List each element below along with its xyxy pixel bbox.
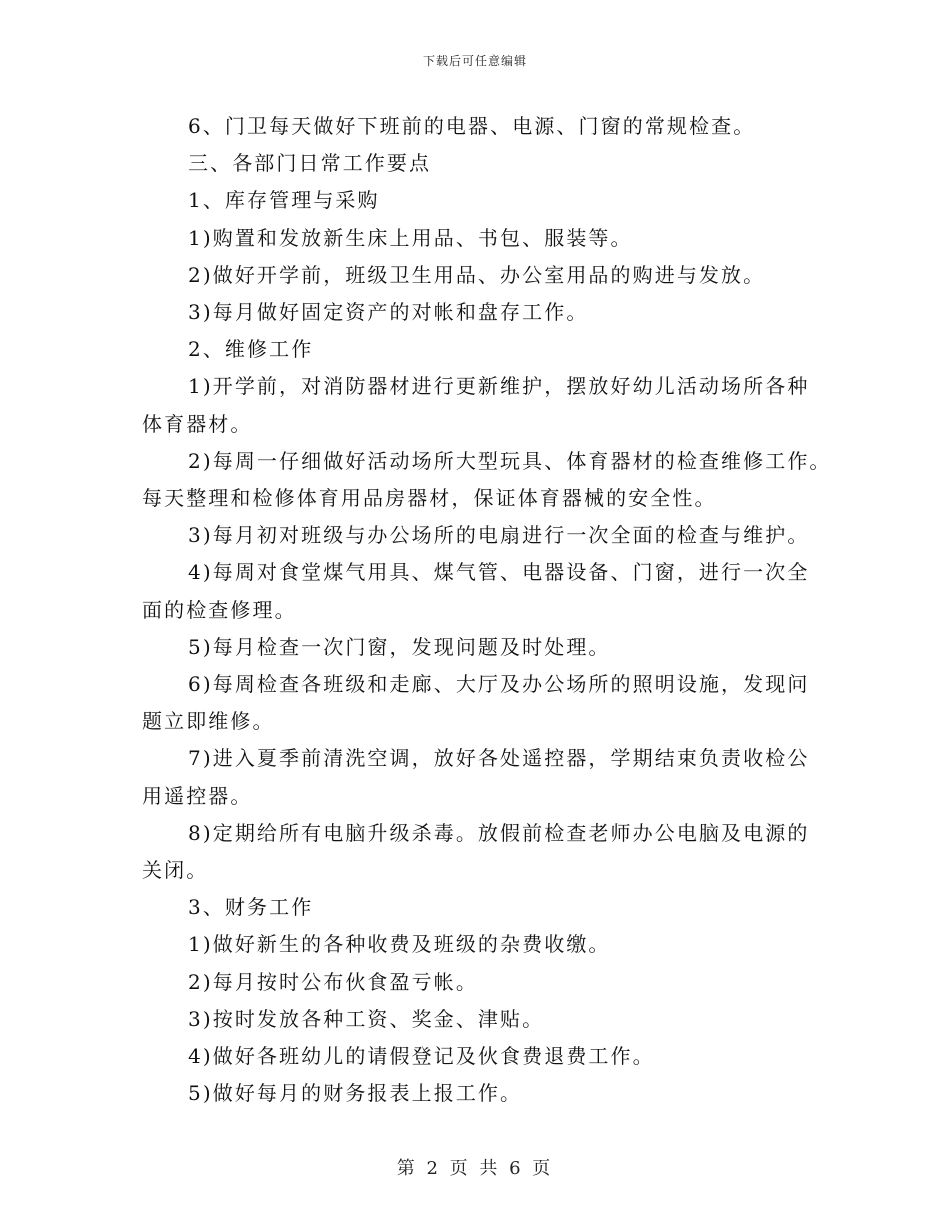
text-line: 3)每月初对班级与办公场所的电扇进行一次全面的检查与维护。 <box>188 523 810 548</box>
text-line: 3)每月做好固定资产的对帐和盘存工作。 <box>188 300 589 325</box>
text-line: 4)做好各班幼儿的请假登记及伙食费退费工作。 <box>188 1044 655 1069</box>
text-line: 1)开学前，对消防器材进行更新维护，摆放好幼儿活动场所各种 <box>188 374 810 399</box>
subsection-heading: 3、财务工作 <box>188 895 314 920</box>
text-line: 2)每周一仔细做好活动场所大型玩具、体育器材的检查维修工作。 <box>188 448 832 473</box>
page-footer: 第 2 页 共 6 页 <box>396 1158 554 1179</box>
text-line: 5)做好每月的财务报表上报工作。 <box>188 1081 523 1106</box>
text-line: 1)做好新生的各种收费及班级的杂费收缴。 <box>188 932 611 957</box>
subsection-heading: 2、维修工作 <box>188 337 314 362</box>
text-line: 6、门卫每天做好下班前的电器、电源、门窗的常规检查。 <box>188 114 756 138</box>
text-line: 面的检查修理。 <box>142 597 297 622</box>
text-line: 3)按时发放各种工资、奖金、津贴。 <box>188 1006 545 1031</box>
text-line: 5)每月检查一次门窗，发现问题及时处理。 <box>188 634 611 659</box>
text-line: 7)进入夏季前清洗空调，放好各处遥控器，学期结束负责收检公 <box>188 746 810 771</box>
page-header: 下载后可任意编辑 <box>422 54 527 68</box>
document-body <box>142 108 832 1112</box>
text-line: 6)每周检查各班级和走廊、大厅及办公场所的照明设施，发现问 <box>188 672 810 697</box>
section-heading: 三、各部门日常工作要点 <box>188 151 432 176</box>
subsection-heading: 1、库存管理与采购 <box>188 188 380 213</box>
text-line: 体育器材。 <box>142 411 253 436</box>
text-line: 用遥控器。 <box>142 783 253 808</box>
text-line: 2)做好开学前，班级卫生用品、办公室用品的购进与发放。 <box>188 262 766 287</box>
text-line: 2)每月按时公布伙食盈亏帐。 <box>188 969 478 994</box>
text-line: 每天整理和检修体育用品房器材，保证体育器械的安全性。 <box>142 486 717 511</box>
text-line: 1)购置和发放新生床上用品、书包、服装等。 <box>188 225 633 250</box>
text-line: 8)定期给所有电脑升级杀毒。放假前检查老师办公电脑及电源的 <box>188 820 810 845</box>
text-line: 关闭。 <box>142 858 209 883</box>
text-line: 题立即维修。 <box>142 709 275 734</box>
text-line: 4)每周对食堂煤气用具、煤气管、电器设备、门窗，进行一次全 <box>188 560 810 585</box>
